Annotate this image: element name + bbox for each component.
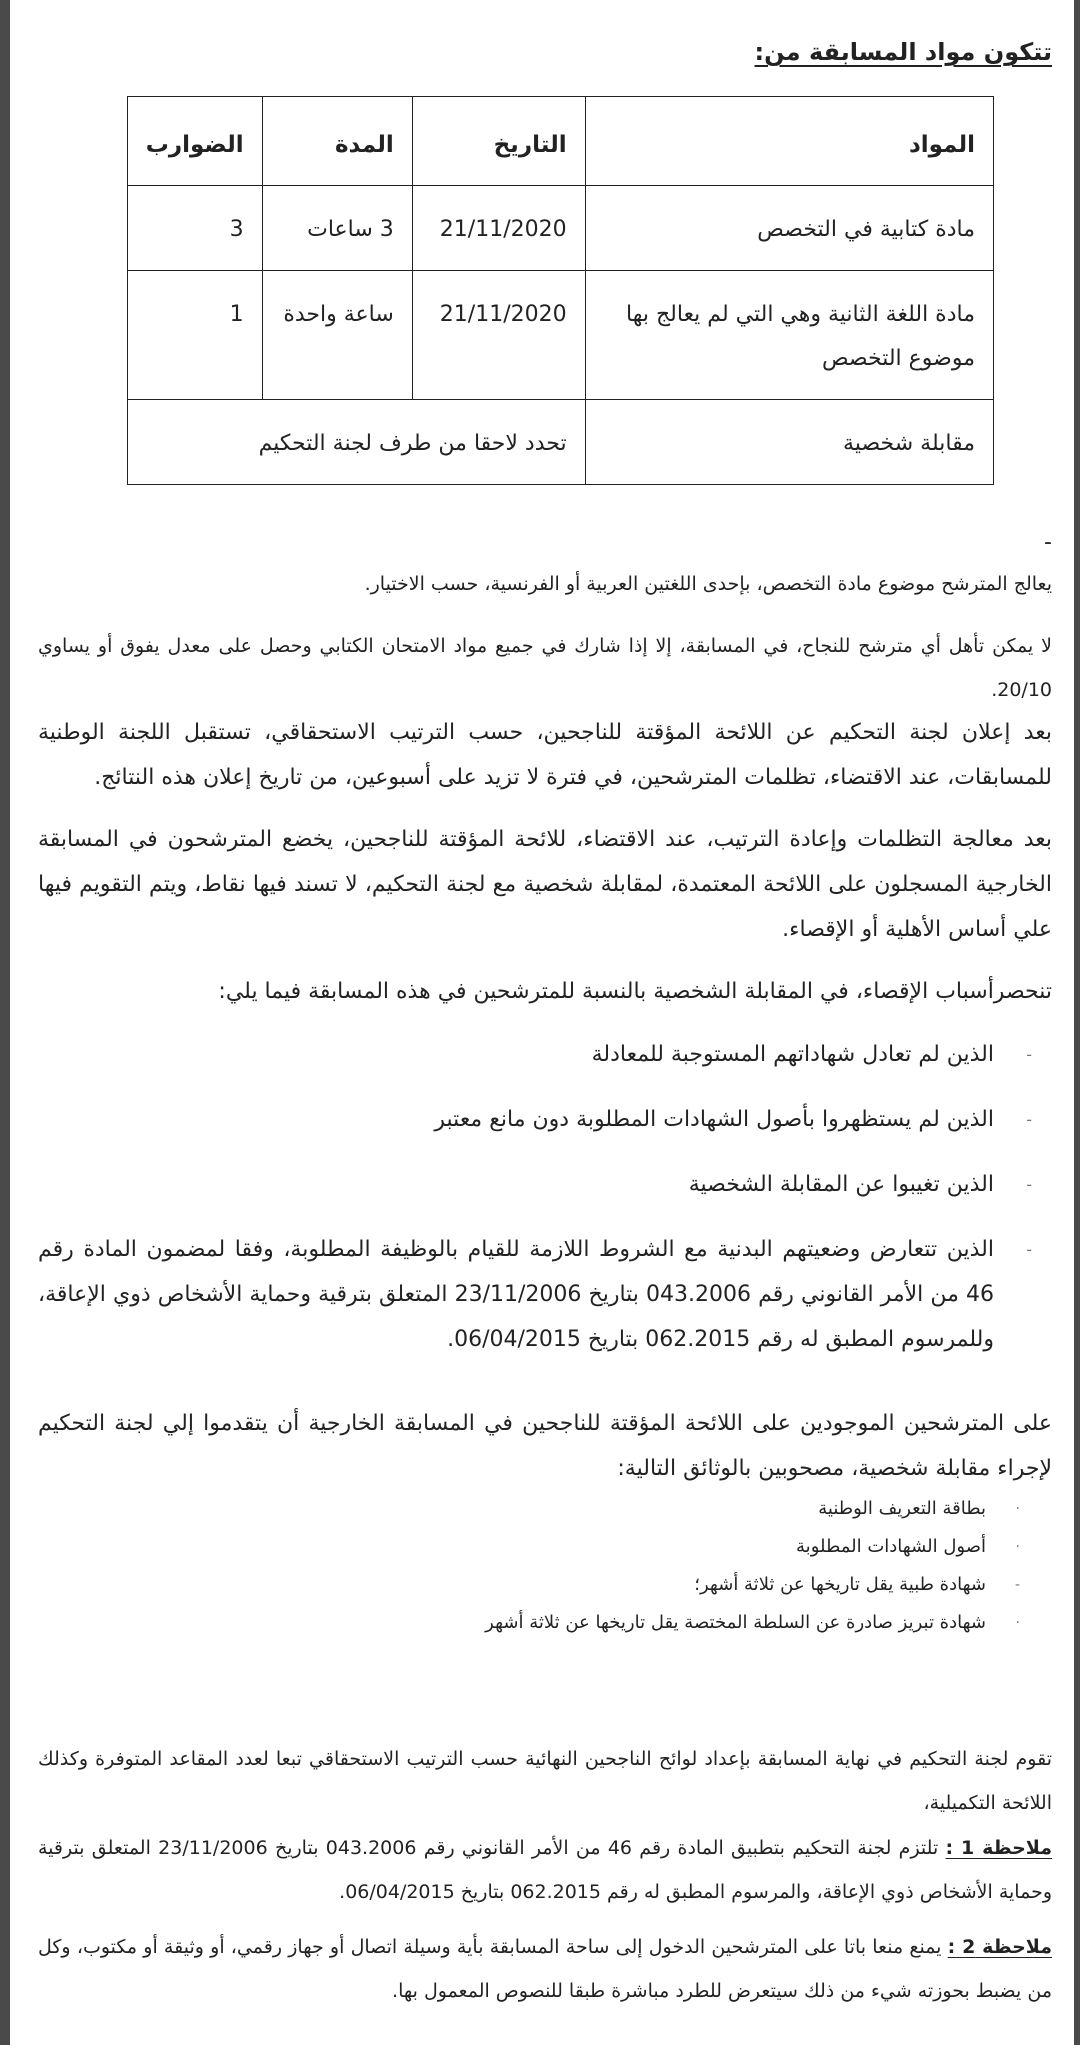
list-item [38,1566,1020,1604]
bullet-dash: - [1026,1045,1032,1064]
cell-subject: مادة كتابية في التخصص [585,186,993,271]
list-item-text: بطاقة التعريف الوطنية [818,1498,986,1519]
table-row [128,400,994,485]
bullet-dash: - [1026,1240,1032,1259]
list-item-text: الذين لم تعادل شهاداتهم المستوجبة للمعادلة [591,1042,994,1067]
paragraph-final-lists: تقوم لجنة التحكيم في نهاية المسابقة بإعداد لوائح الناجحين النهائية حسب الترتيب الاستحقاقي تبعا لعدد المقاعد المتوفرة وكذلك اللائحة التكميلية، [38,1748,1052,1814]
list-item [38,1227,1032,1362]
table-row [128,271,994,400]
note-1 [38,1826,1052,1914]
header-date: التاريخ [412,97,585,186]
note-2-label: ملاحظة 2 : [947,1936,1052,1958]
exclusion-reasons-list [38,1032,1032,1362]
table-header-row [128,97,994,186]
cell-duration: 3 ساعات [262,186,412,271]
list-item [38,1032,1032,1077]
paragraph-interview: بعد معالجة التظلمات وإعادة الترتيب، عند الاقتضاء، للائحة المؤقتة للناجحين، يخضع المترشحون في المسابقة الخارجية المسجلون على اللائحة المعتمدة، لمقابلة شخصية مع لجنة التحكيم، لا تسند فيها نقاط، ويتم التقويم فيها علي أساس الأهلية أو الإقصاء. [38,827,1052,942]
bullet-dot: · [1015,1501,1020,1517]
dash-separator: - [1044,530,1052,555]
paragraph-documents-intro: على المترشحين الموجودين على اللائحة المؤقتة للناجحين في المسابقة الخارجية أن يتقدموا إلي لجنة التحكيم لإجراء مقابلة شخصية، مصحوبين بالوثائق التالية: [38,1411,1052,1481]
documents-list [38,1490,1020,1642]
paragraph-qualification: لا يمكن تأهل أي مترشح للنجاح، في المسابقة، إلا إذا شارك في جميع مواد الامتحان الكتابي وحصل على معدل يفوق أو يساوي 20/10. [38,635,1052,701]
cell-duration: ساعة واحدة [262,271,412,400]
header-duration: المدة [262,97,412,186]
header-coefficient: الضوارب [128,97,263,186]
paragraph-exclusion-intro: تنحصرأسباب الإقصاء، في المقابلة الشخصية بالنسبة للمترشحين في هذه المسابقة فيما يلي: [218,979,1052,1004]
list-item [38,1162,1032,1207]
cell-coefficient: 3 [128,186,263,271]
bullet-dash: - [1014,1577,1020,1593]
cell-date: 21/11/2020 [412,186,585,271]
list-item [38,1604,1020,1642]
list-item-text: شهادة طبية يقل تاريخها عن ثلاثة أشهر؛ [694,1574,986,1595]
list-item [38,1528,1020,1566]
document-content [38,0,1052,66]
cell-merged: تحدد لاحقا من طرف لجنة التحكيم [128,400,586,485]
cell-subject: مقابلة شخصية [585,400,993,485]
subjects-table [127,96,994,485]
bullet-dot: · [1015,1539,1020,1555]
list-item-text: الذين تتعارض وضعيتهم البدنية مع الشروط اللازمة للقيام بالوظيفة المطلوبة، وفقا لمضمون المادة رقم 46 من الأمر القانوني رقم 043.2006 بتاريخ 23/11/2006 المتعلق بترقية وحماية الأشخاص ذوي الإعاقة، وللمرسوم المطبق له رقم 062.2015 بتاريخ 06/04/2015. [38,1237,994,1352]
note-1-label: ملاحظة 1 : [945,1837,1052,1859]
list-item-text: أصول الشهادات المطلوبة [796,1536,986,1557]
paragraph-appeals: بعد إعلان لجنة التحكيم عن اللائحة المؤقتة للناجحين، حسب الترتيب الاستحقاقي، تستقبل اللجنة الوطنية للمسابقات، عند الاقتضاء، تظلمات المترشحين، في فترة لا تزيد على أسبوعين، من تاريخ إعلان هذه النتائج. [38,720,1052,790]
cell-coefficient: 1 [128,271,263,400]
note-1-text: تلتزم لجنة التحكيم بتطبيق المادة رقم 46 من الأمر القانوني رقم 043.2006 بتاريخ 23/11/2006 المتعلق بترقية وحماية الأشخاص ذوي الإعاقة، والمرسوم المطبق له رقم 062.2015 بتاريخ 06/04/2015. [38,1837,1052,1903]
table-row [128,186,994,271]
bullet-dot: · [1015,1615,1020,1631]
cell-date: 21/11/2020 [412,271,585,400]
list-item [38,1490,1020,1528]
cell-subject: مادة اللغة الثانية وهي التي لم يعالج بها موضوع التخصص [585,271,993,400]
bullet-dash: - [1026,1110,1032,1129]
bullet-dash: - [1026,1175,1032,1194]
paragraph-language-choice: يعالج المترشح موضوع مادة التخصص، بإحدى اللغتين العربية أو الفرنسية، حسب الاختيار. [364,573,1052,595]
section-heading: تتكون مواد المسابقة من: [754,38,1052,66]
note-2-text: يمنع منعا باتا على المترشحين الدخول إلى ساحة المسابقة بأية وسيلة اتصال أو جهاز رقمي، أو وثيقة أو مكتوب، وكل من يضبط بحوزته شيء من ذلك سيتعرض للطرد مباشرة طبقا للنصوص المعمول بها. [38,1936,1052,2002]
header-subject: المواد [585,97,993,186]
list-item [38,1097,1032,1142]
list-item-text: الذين لم يستظهروا بأصول الشهادات المطلوبة دون مانع معتبر [434,1107,994,1132]
note-2 [38,1925,1052,2013]
list-item-text: الذين تغيبوا عن المقابلة الشخصية [688,1172,994,1197]
list-item-text: شهادة تبريز صادرة عن السلطة المختصة يقل تاريخها عن ثلاثة أشهر [485,1612,986,1633]
